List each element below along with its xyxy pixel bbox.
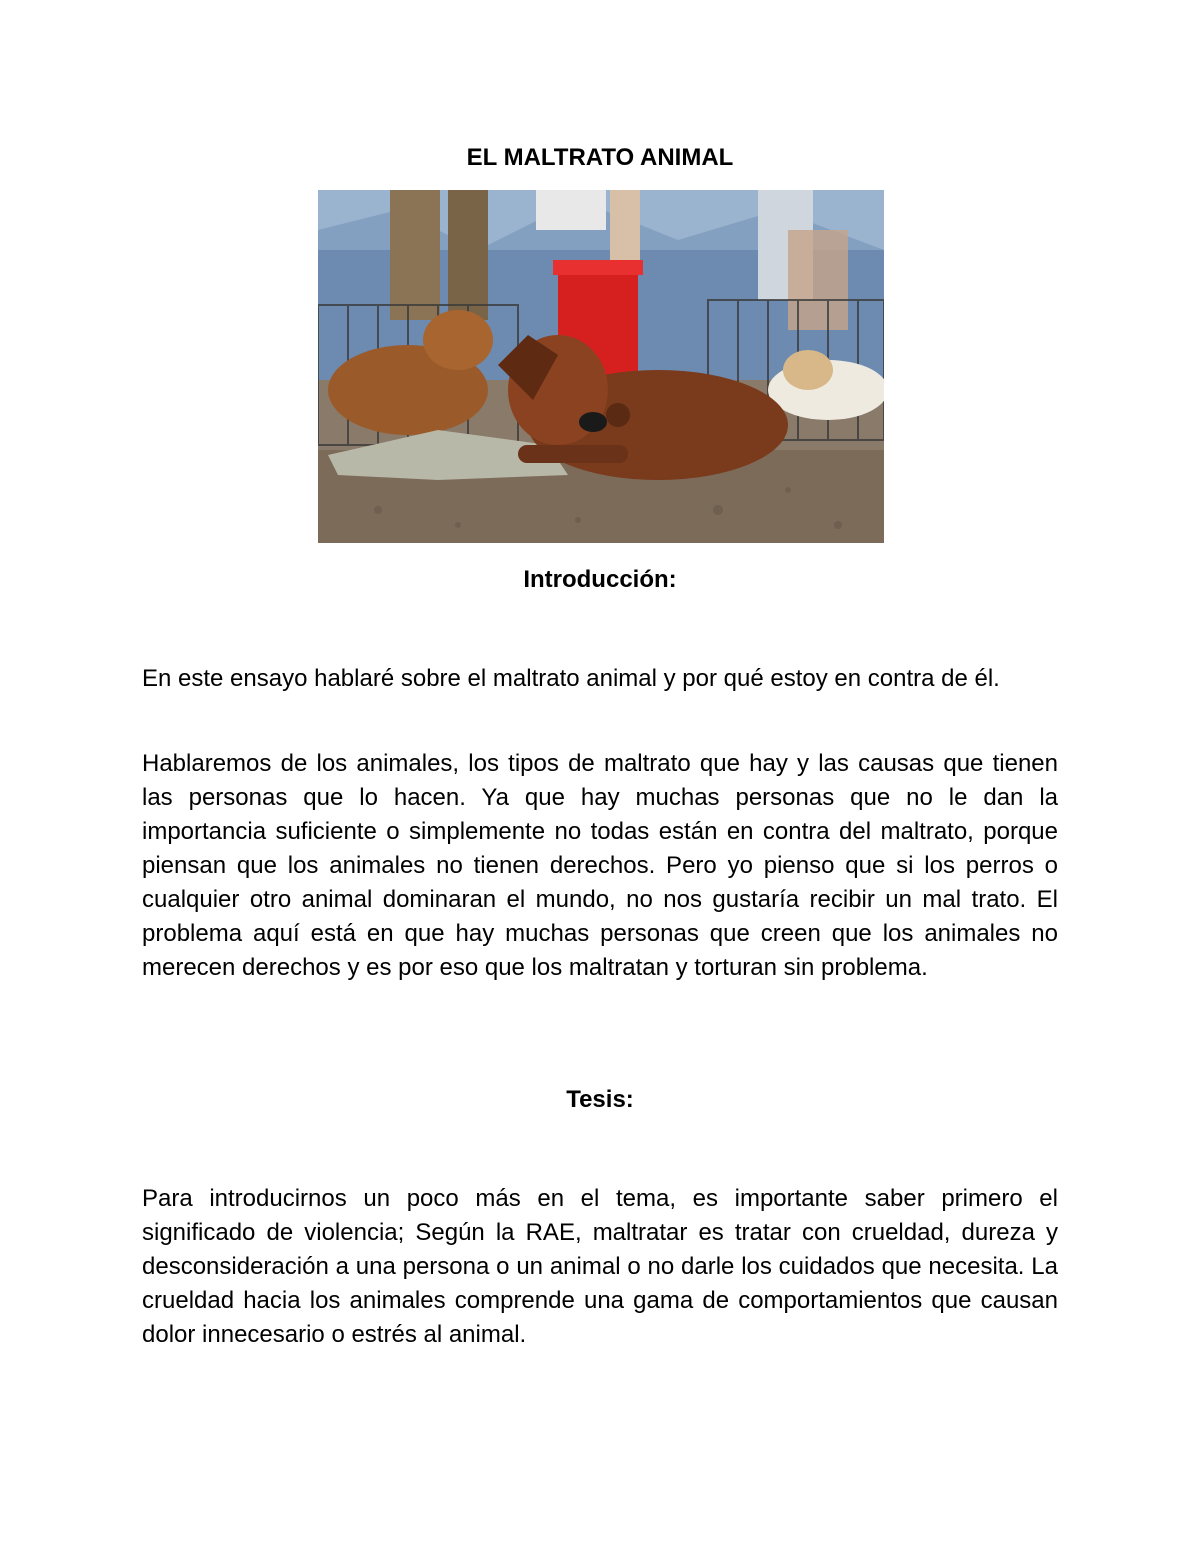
section-heading-tesis: Tesis: bbox=[566, 1086, 634, 1113]
paragraph-introduccion-1: En este ensayo hablaré sobre el maltrato animal y por qué estoy en contra de él. bbox=[142, 665, 1000, 692]
section-heading-introduccion: Introducción: bbox=[523, 566, 677, 593]
paragraph-tesis-1: Para introducirnos un poco más en el tema, es importante saber primero el significado de violencia; Según la RAE, maltratar es tratar con crueldad, dureza y desconsideración a una persona o un animal o no darle los cuidados que necesita. La crueldad hacia los animales comprende una gama de comportamientos que causan dolor innecesario o estrés al animal. bbox=[142, 1185, 1058, 1348]
photo-dog-market-icon bbox=[318, 190, 884, 543]
document-title: EL MALTRATO ANIMAL bbox=[466, 144, 734, 171]
dog-photo bbox=[318, 190, 884, 543]
paragraph-introduccion-2: Hablaremos de los animales, los tipos de maltrato que hay y las causas que tienen las personas que lo hacen. Ya que hay muchas personas que no le dan la importancia suficiente o simplemente no todas están en contra del maltrato, porque piensan que los animales no tienen derechos. Pero yo pienso que si los perros o cualquier otro animal dominaran el mundo, no nos gustaría recibir un mal trato. El problema aquí está en que hay muchas personas que creen que los animales no merecen derechos y es por eso que los maltratan y torturan sin problema. bbox=[142, 750, 1058, 981]
